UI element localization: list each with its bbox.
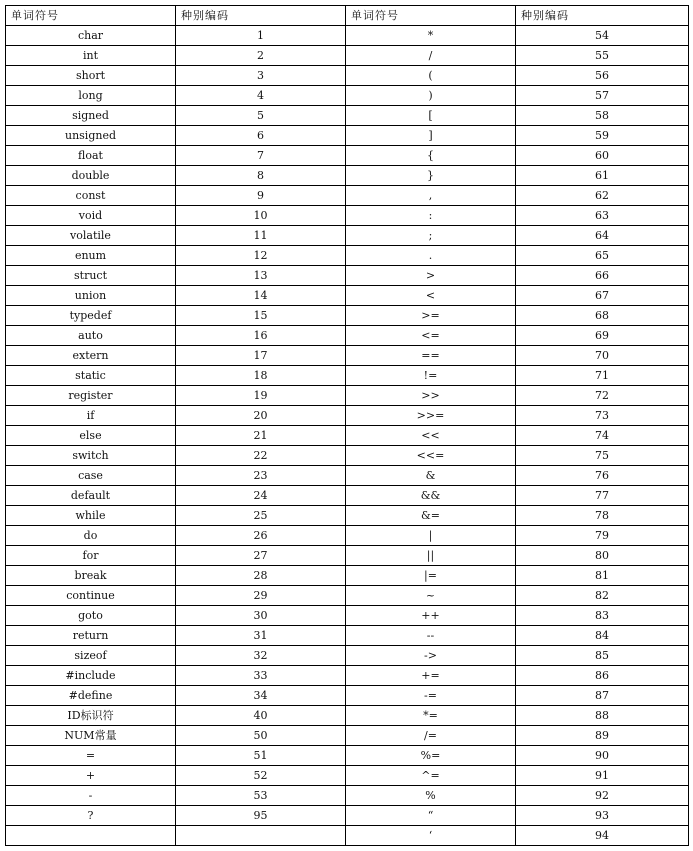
cell-type-code-right: 69 [516, 326, 689, 346]
cell-word-symbol-left: short [6, 66, 176, 86]
cell-type-code-right: 60 [516, 146, 689, 166]
table-row [6, 346, 689, 366]
cell-word-symbol-left: typedef [6, 306, 176, 326]
header-word-symbol-right: 单词符号 [346, 6, 516, 26]
cell-type-code-right: 64 [516, 226, 689, 246]
table-row [6, 546, 689, 566]
table-row [6, 706, 689, 726]
table-row [6, 646, 689, 666]
cell-type-code-left: 12 [176, 246, 346, 266]
cell-type-code-right: 82 [516, 586, 689, 606]
cell-type-code-right: 62 [516, 186, 689, 206]
cell-type-code-right: 86 [516, 666, 689, 686]
cell-word-symbol-left: case [6, 466, 176, 486]
cell-word-symbol-right: { [346, 146, 516, 166]
cell-word-symbol-right: -= [346, 686, 516, 706]
header-type-code-left: 种别编码 [176, 6, 346, 26]
cell-word-symbol-right: /= [346, 726, 516, 746]
table-row [6, 826, 689, 846]
cell-word-symbol-left: ? [6, 806, 176, 826]
cell-word-symbol-left: long [6, 86, 176, 106]
cell-word-symbol-right: / [346, 46, 516, 66]
cell-type-code-left: 33 [176, 666, 346, 686]
cell-word-symbol-left: NUM常量 [6, 726, 176, 746]
cell-type-code-left: 5 [176, 106, 346, 126]
cell-type-code-left: 29 [176, 586, 346, 606]
cell-type-code-right: 67 [516, 286, 689, 306]
table-row [6, 486, 689, 506]
table-row [6, 66, 689, 86]
cell-word-symbol-right: *= [346, 706, 516, 726]
cell-word-symbol-right: ^= [346, 766, 516, 786]
cell-type-code-right: 70 [516, 346, 689, 366]
cell-type-code-right: 66 [516, 266, 689, 286]
cell-type-code-left: 7 [176, 146, 346, 166]
cell-word-symbol-left: register [6, 386, 176, 406]
cell-word-symbol-right: >= [346, 306, 516, 326]
table-row [6, 726, 689, 746]
table-row [6, 806, 689, 826]
cell-word-symbol-left: static [6, 366, 176, 386]
table-row [6, 626, 689, 646]
cell-type-code-left: 8 [176, 166, 346, 186]
cell-word-symbol-left: goto [6, 606, 176, 626]
cell-type-code-right: 77 [516, 486, 689, 506]
cell-word-symbol-left: default [6, 486, 176, 506]
table-row [6, 666, 689, 686]
cell-type-code-right: 57 [516, 86, 689, 106]
cell-type-code-left: 4 [176, 86, 346, 106]
cell-word-symbol-right: ] [346, 126, 516, 146]
table-row [6, 686, 689, 706]
cell-word-symbol-left: for [6, 546, 176, 566]
cell-word-symbol-left: while [6, 506, 176, 526]
cell-type-code-left: 25 [176, 506, 346, 526]
cell-word-symbol-left: do [6, 526, 176, 546]
cell-word-symbol-left: char [6, 26, 176, 46]
cell-type-code-right: 80 [516, 546, 689, 566]
cell-type-code-left: 16 [176, 326, 346, 346]
cell-word-symbol-left: double [6, 166, 176, 186]
cell-word-symbol-left: int [6, 46, 176, 66]
cell-word-symbol-right: &= [346, 506, 516, 526]
table-row [6, 426, 689, 446]
cell-word-symbol-left: switch [6, 446, 176, 466]
cell-word-symbol-right: | [346, 526, 516, 546]
cell-type-code-left: 3 [176, 66, 346, 86]
cell-word-symbol-left: float [6, 146, 176, 166]
table-row [6, 126, 689, 146]
table-row [6, 606, 689, 626]
cell-word-symbol-left: else [6, 426, 176, 446]
cell-word-symbol-left: void [6, 206, 176, 226]
cell-word-symbol-right: |= [346, 566, 516, 586]
table-row [6, 786, 689, 806]
cell-word-symbol-right: <= [346, 326, 516, 346]
table-row [6, 226, 689, 246]
cell-type-code-left: 30 [176, 606, 346, 626]
cell-type-code-right: 56 [516, 66, 689, 86]
table-row [6, 46, 689, 66]
cell-word-symbol-right: ; [346, 226, 516, 246]
cell-type-code-right: 91 [516, 766, 689, 786]
cell-type-code-right: 65 [516, 246, 689, 266]
cell-type-code-left: 19 [176, 386, 346, 406]
table-row [6, 526, 689, 546]
cell-type-code-left: 13 [176, 266, 346, 286]
cell-type-code-left: 2 [176, 46, 346, 66]
cell-word-symbol-left: const [6, 186, 176, 206]
cell-type-code-left: 15 [176, 306, 346, 326]
cell-type-code-right: 71 [516, 366, 689, 386]
cell-word-symbol-left: ID标识符 [6, 706, 176, 726]
cell-word-symbol-right: . [346, 246, 516, 266]
cell-type-code-right: 87 [516, 686, 689, 706]
cell-type-code-left: 10 [176, 206, 346, 226]
cell-word-symbol-right: ~ [346, 586, 516, 606]
table-row [6, 406, 689, 426]
table-row [6, 206, 689, 226]
cell-word-symbol-left: enum [6, 246, 176, 266]
cell-type-code-right: 90 [516, 746, 689, 766]
token-code-table [5, 5, 689, 846]
cell-type-code-left: 50 [176, 726, 346, 746]
cell-word-symbol-left: continue [6, 586, 176, 606]
cell-word-symbol-right: -- [346, 626, 516, 646]
cell-type-code-right: 55 [516, 46, 689, 66]
cell-type-code-right: 92 [516, 786, 689, 806]
cell-type-code-left: 20 [176, 406, 346, 426]
table-row [6, 246, 689, 266]
cell-type-code-left: 31 [176, 626, 346, 646]
table-row [6, 586, 689, 606]
cell-type-code-left: 24 [176, 486, 346, 506]
cell-type-code-left: 18 [176, 366, 346, 386]
cell-type-code-left: 27 [176, 546, 346, 566]
table-row [6, 286, 689, 306]
cell-type-code-right: 58 [516, 106, 689, 126]
cell-type-code-left: 51 [176, 746, 346, 766]
cell-word-symbol-right: ( [346, 66, 516, 86]
cell-word-symbol-right: += [346, 666, 516, 686]
cell-word-symbol-right: % [346, 786, 516, 806]
table-row [6, 506, 689, 526]
table-row [6, 466, 689, 486]
cell-type-code-left: 32 [176, 646, 346, 666]
table-row [6, 266, 689, 286]
cell-type-code-right: 88 [516, 706, 689, 726]
cell-type-code-right: 84 [516, 626, 689, 646]
table-row [6, 446, 689, 466]
cell-word-symbol-right: != [346, 366, 516, 386]
cell-type-code-right: 94 [516, 826, 689, 846]
table-row [6, 306, 689, 326]
cell-word-symbol-right: && [346, 486, 516, 506]
cell-word-symbol-right: > [346, 266, 516, 286]
cell-word-symbol-right: : [346, 206, 516, 226]
cell-word-symbol-left: union [6, 286, 176, 306]
table-row [6, 366, 689, 386]
cell-type-code-left: 40 [176, 706, 346, 726]
cell-type-code-left: 6 [176, 126, 346, 146]
cell-word-symbol-left: return [6, 626, 176, 646]
cell-word-symbol-left: + [6, 766, 176, 786]
cell-type-code-right: 61 [516, 166, 689, 186]
cell-word-symbol-right: , [346, 186, 516, 206]
cell-word-symbol-right: >>= [346, 406, 516, 426]
cell-word-symbol-left: signed [6, 106, 176, 126]
cell-type-code-left: 9 [176, 186, 346, 206]
cell-type-code-right: 74 [516, 426, 689, 446]
cell-word-symbol-right: || [346, 546, 516, 566]
cell-type-code-right: 76 [516, 466, 689, 486]
table-row [6, 566, 689, 586]
cell-word-symbol-right: & [346, 466, 516, 486]
cell-type-code-left: 28 [176, 566, 346, 586]
cell-type-code-right: 89 [516, 726, 689, 746]
cell-type-code-left: 34 [176, 686, 346, 706]
cell-word-symbol-right: %= [346, 746, 516, 766]
cell-type-code-right: 72 [516, 386, 689, 406]
cell-type-code-left: 14 [176, 286, 346, 306]
header-word-symbol-left: 单词符号 [6, 6, 176, 26]
cell-type-code-left: 17 [176, 346, 346, 366]
cell-word-symbol-left: = [6, 746, 176, 766]
cell-word-symbol-right: * [346, 26, 516, 46]
cell-word-symbol-right: ++ [346, 606, 516, 626]
table-row [6, 146, 689, 166]
cell-type-code-right: 75 [516, 446, 689, 466]
table-row [6, 26, 689, 46]
cell-word-symbol-left: unsigned [6, 126, 176, 146]
cell-type-code-right: 83 [516, 606, 689, 626]
cell-word-symbol-left: struct [6, 266, 176, 286]
table-row [6, 766, 689, 786]
table-row [6, 86, 689, 106]
cell-type-code-left: 95 [176, 806, 346, 826]
cell-word-symbol-right: [ [346, 106, 516, 126]
table-row [6, 186, 689, 206]
cell-type-code-left: 11 [176, 226, 346, 246]
cell-type-code-right: 79 [516, 526, 689, 546]
table-row [6, 106, 689, 126]
cell-type-code-right: 85 [516, 646, 689, 666]
cell-type-code-right: 68 [516, 306, 689, 326]
cell-word-symbol-left [6, 826, 176, 846]
cell-word-symbol-right: ) [346, 86, 516, 106]
cell-word-symbol-right: “ [346, 806, 516, 826]
table-row [6, 746, 689, 766]
cell-word-symbol-right: < [346, 286, 516, 306]
cell-word-symbol-right: >> [346, 386, 516, 406]
cell-word-symbol-left: - [6, 786, 176, 806]
cell-type-code-right: 93 [516, 806, 689, 826]
cell-word-symbol-left: #define [6, 686, 176, 706]
cell-word-symbol-right: ‘ [346, 826, 516, 846]
cell-type-code-right: 54 [516, 26, 689, 46]
cell-type-code-right: 81 [516, 566, 689, 586]
cell-type-code-left: 22 [176, 446, 346, 466]
cell-word-symbol-left: auto [6, 326, 176, 346]
cell-type-code-left: 52 [176, 766, 346, 786]
cell-word-symbol-left: extern [6, 346, 176, 366]
cell-word-symbol-right: == [346, 346, 516, 366]
cell-type-code-left: 21 [176, 426, 346, 446]
table-row [6, 326, 689, 346]
cell-type-code-left [176, 826, 346, 846]
cell-type-code-right: 63 [516, 206, 689, 226]
cell-word-symbol-left: if [6, 406, 176, 426]
table-header-row [6, 6, 689, 26]
cell-word-symbol-right: -> [346, 646, 516, 666]
cell-word-symbol-right: } [346, 166, 516, 186]
cell-type-code-left: 26 [176, 526, 346, 546]
cell-word-symbol-left: sizeof [6, 646, 176, 666]
table-row [6, 166, 689, 186]
table-row [6, 386, 689, 406]
cell-word-symbol-left: break [6, 566, 176, 586]
cell-word-symbol-right: << [346, 426, 516, 446]
cell-word-symbol-left: volatile [6, 226, 176, 246]
header-type-code-right: 种别编码 [516, 6, 689, 26]
cell-type-code-right: 73 [516, 406, 689, 426]
cell-word-symbol-left: #include [6, 666, 176, 686]
cell-type-code-right: 59 [516, 126, 689, 146]
cell-type-code-right: 78 [516, 506, 689, 526]
cell-word-symbol-right: <<= [346, 446, 516, 466]
cell-type-code-left: 1 [176, 26, 346, 46]
cell-type-code-left: 23 [176, 466, 346, 486]
cell-type-code-left: 53 [176, 786, 346, 806]
